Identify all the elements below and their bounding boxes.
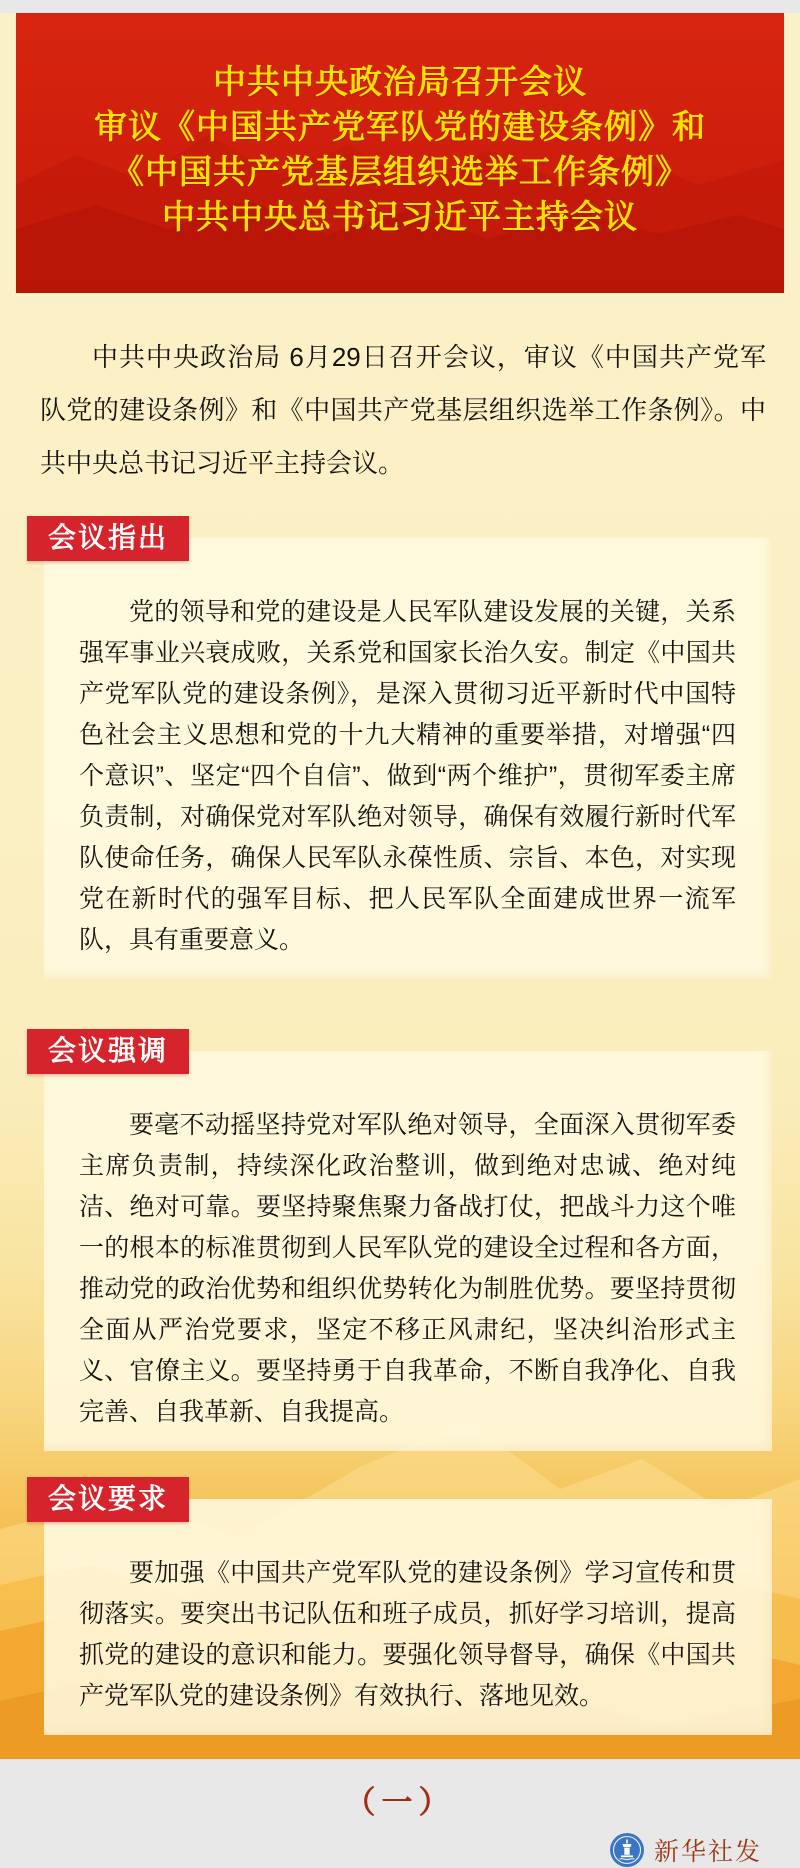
banner-title-block (16, 13, 784, 239)
title-line-2: 审议《中国共产党军队党的建设条例》和 (94, 108, 706, 145)
section-meeting-stressed (44, 1035, 772, 1451)
news-poster (0, 13, 800, 1866)
section-1-card (44, 538, 772, 979)
section-2-badge: 会议强调 (27, 1029, 189, 1074)
xinhua-logo-icon (610, 1833, 644, 1867)
credit-line (0, 1832, 762, 1868)
section-2-body: 要毫不动摇坚持党对军队绝对领导，全面深入贯彻军委主席负责制，持续深化政治整训，做到绝对忠诚、绝对纯洁、绝对可靠。要坚持聚焦聚力备战打仗，把战斗力这个唯一的根本的标准贯彻到人民军队党的建设全过程和各方面，推动党的政治优势和组织优势转化为制胜优势。要坚持贯彻全面从严治党要求，坚定不移正风肃纪，坚决纠治形式主义、官僚主义。要坚持勇于自我革命，不断自我净化、自我完善、自我革新、自我提高。 (79, 1111, 736, 1426)
page-number: （一） (344, 1785, 456, 1820)
credit-text: 新华社发 (653, 1838, 762, 1866)
section-2-card (44, 1051, 772, 1451)
section-3-badge: 会议要求 (27, 1477, 189, 1522)
title-line-4: 中共中央总书记习近平主持会议 (162, 198, 638, 235)
section-meeting-pointed-out (44, 522, 772, 979)
intro-paragraph: 中共中央政治局 6月29日召开会议，审议《中国共产党军队党的建设条例》和《中国共产党基层组织选举工作条例》。中共中央总书记习近平主持会议。 (40, 342, 766, 478)
section-3-body: 要加强《中国共产党军队党的建设条例》学习宣传和贯彻落实。要突出书记队伍和班子成员，抓好学习培训，提高抓党的建设的意识和能力。要强化领导督导，确保《中国共产党军队党的建设条例》有效执行、落地见效。 (79, 1559, 736, 1710)
header-banner (16, 13, 784, 293)
title-line-1: 中共中央政治局召开会议 (213, 63, 587, 100)
section-1-badge: 会议指出 (27, 516, 189, 561)
section-1-body: 党的领导和党的建设是人民军队建设发展的关键，关系强军事业兴衰成败，关系党和国家长治久安。制定《中国共产党军队党的建设条例》，是深入贯彻习近平新时代中国特色社会主义思想和党的十九大精神的重要举措，对增强“四个意识”、坚定“四个自信”、做到“两个维护”，贯彻军委主席负责制，对确保党对军队绝对领导，确保有效履行新时代军队使命任务，确保人民军队永葆性质、宗旨、本色，对实现党在新时代的强军目标、把人民军队全面建成世界一流军队，具有重要意义。 (79, 598, 736, 954)
title-line-3: 《中国共产党基层组织选举工作条例》 (111, 153, 689, 190)
section-3-card (44, 1499, 772, 1735)
section-meeting-required (44, 1483, 772, 1735)
